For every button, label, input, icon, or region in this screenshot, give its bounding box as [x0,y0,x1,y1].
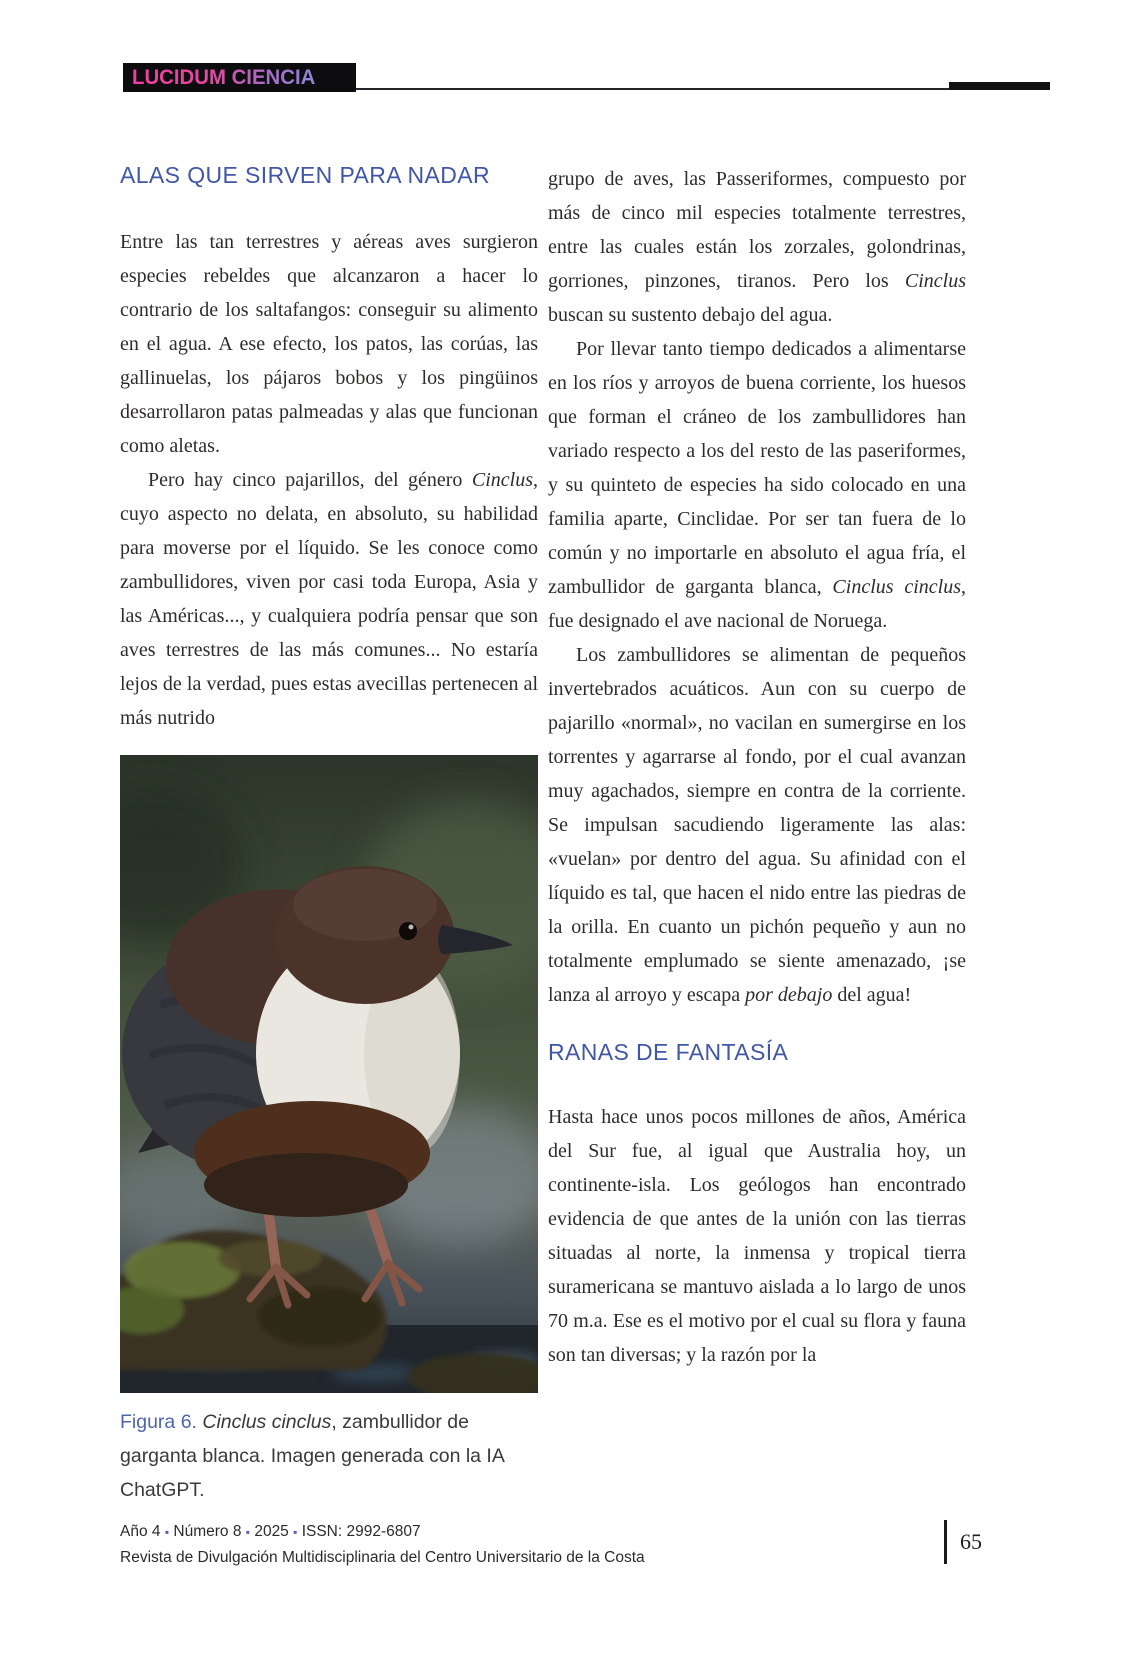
paragraph: Los zambullidores se alimentan de pequeños invertebrados acuáticos. Aun con su cuerpo de pajarillo «normal», no vacilan en sumergirse en los torrentes y agarrarse al fondo, por el cual avanzan muy agachados, siempre en contra de la corriente. Se impulsan sacudiendo ligeramente las alas: «vuelan» por dentro del agua. Su afinidad con el líquido es tal, que hacen el nido entre las piedras de la orilla. En cuanto un pichón pequeño y aun no totalmente emplumado se siente amenazado, ¡se lanza al arroyo y escapa por debajo del agua! [548,644,966,1006]
page-number: 65 [960,1529,982,1554]
paragraph: Hasta hace unos pocos millones de años, América del Sur fue, al igual que Australia hoy, un continente-isla. Los geólogos han encontrado evidencia de que antes de la unión con las tierras situadas al norte, la inmensa y tropical tierra suramericana se mantuvo aislada a lo largo de unos 70 m.a. Ese es el motivo por el cual su flora y fauna son tan diversas; y la razón por la [548,1106,966,1366]
bird-photo [120,755,538,1393]
figure-caption-text: Cinclus cinclus, zambullidor de garganta blanca. Imagen generada con la IA ChatGPT. [120,1411,504,1501]
bird-eye [399,922,417,940]
figure-bird-photo [120,755,538,1393]
left-column [120,162,538,1507]
footer [120,1519,820,1571]
header-rule-accent [949,82,1050,90]
right-column [548,162,966,1372]
paragraph: Pero hay cinco pajarillos, del género Cinclus, cuyo aspecto no delata, en absoluto, su habilidad para moverse por el líquido. Se les conoce como zambullidores, viven por casi toda Europa, Asia y las Américas..., y cualquiera podría pensar que son aves terrestres de las más comunes... No estaría lejos de la verdad, pues estas avecillas pertenecen al más nutrido [120,469,538,729]
figure-caption-label: Figura 6. [120,1411,197,1433]
page-number-block [944,1519,982,1565]
brand-logo-text: LUCIDUM CIENCIA [132,65,316,89]
paragraph: grupo de aves, las Passeriformes, compuesto por más de cinco mil especies totalmente terrestres, entre las cuales están los zorzales, golondrinas, gorriones, pinzones, tiranos. Pero los Cinclus buscan su sustento debajo del agua. [548,168,966,326]
figure-caption [120,1405,538,1507]
brand-logo [123,63,356,92]
page-number-rule [944,1520,947,1564]
footer-journal-line: Revista de Divulgación Multidisciplinaria del Centro Universitario de la Costa [120,1549,645,1566]
section-heading-ranas: RANAS DE FANTASÍA [548,1039,789,1065]
paragraph: Por llevar tanto tiempo dedicados a alimentarse en los ríos y arroyos de buena corriente, los huesos que forman el cráneo de los zambullidores han variado respecto a los del resto de las paseriformes, y su quinteto de especies ha sido colocado en una familia aparte, Cinclidae. Por ser tan fuera de lo común y no importarle en absoluto el agua fría, el zambullidor de garganta blanca, Cinclus cinclus, fue designado el ave nacional de Noruega. [548,338,966,632]
paragraph: Entre las tan terrestres y aéreas aves surgieron especies rebeldes que alcanzaron a hacer lo contrario de los saltafangos: conseguir su alimento en el agua. A ese efecto, los patos, las corúas, las gallinuelas, los pájaros bobos y los pingüinos desarrollaron patas palmeadas y alas que funcionan como aletas. [120,231,538,457]
section-heading-alas: ALAS QUE SIRVEN PARA NADAR [120,162,490,188]
footer-issue-line: Año 4 ▪ Número 8 ▪ 2025 ▪ ISSN: 2992-6807 [120,1523,421,1540]
